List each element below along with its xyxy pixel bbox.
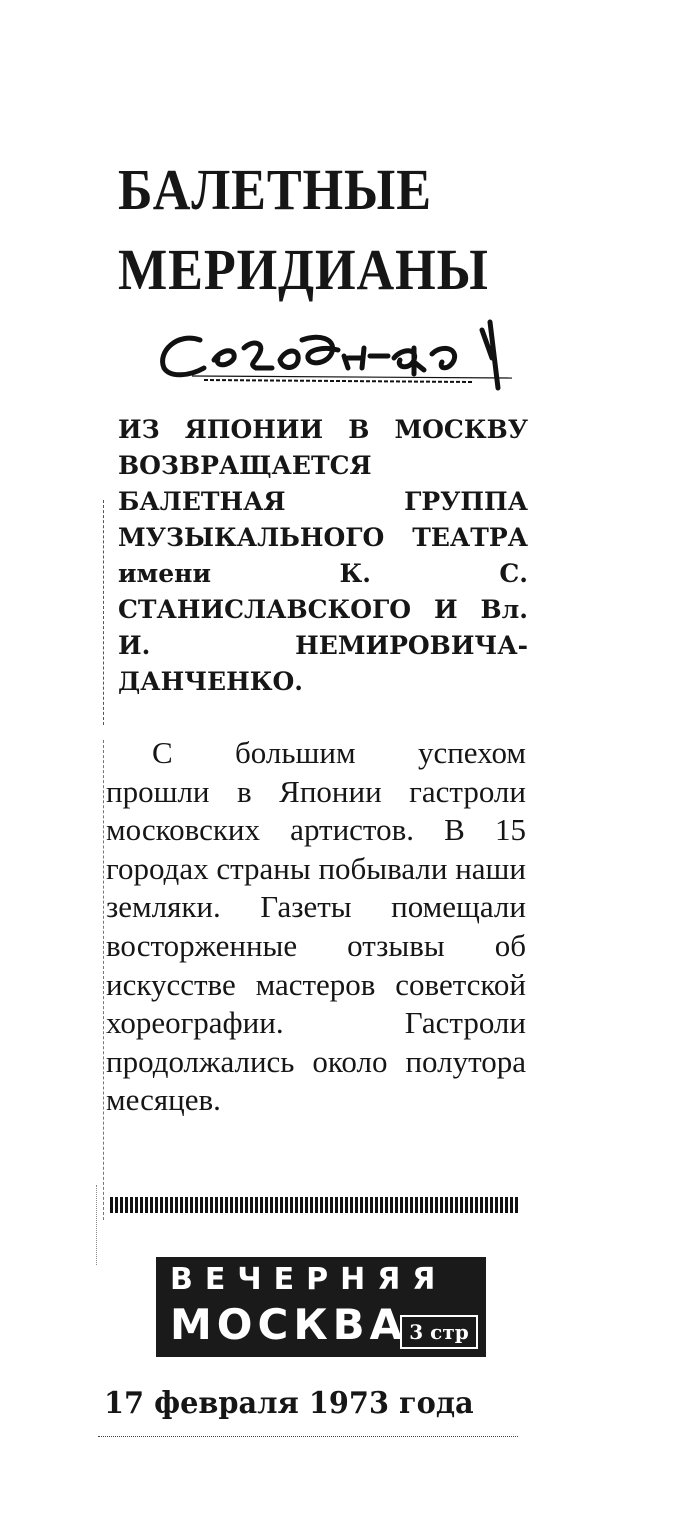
bar-divider <box>110 1197 518 1213</box>
publication-date: 17 февраля 1973 года <box>104 1386 474 1421</box>
masthead-line-1: ВЕЧЕРНЯЯ <box>170 1262 448 1297</box>
date-underline <box>98 1436 518 1437</box>
headline-line-1: БАЛЕТНЫЕ <box>118 157 432 222</box>
script-rubric-logo-icon <box>152 318 532 393</box>
headline <box>118 150 496 310</box>
masthead-page-badge: 3 стр <box>400 1315 478 1349</box>
body-paragraph: С большим успехом прошли в Японии гастроли московских артистов. В 15 городах страны побывали наши земляки. Газеты помещали восторженные отзывы об искусстве мастеров советской хореографии. Гастроли продолжались около полутора месяцев. <box>106 735 527 1118</box>
lead-column-rule <box>103 500 104 725</box>
margin-dots <box>96 1185 97 1265</box>
newspaper-masthead-logo <box>156 1257 486 1357</box>
body-column-rule <box>103 740 104 1220</box>
lead-paragraph: ИЗ ЯПОНИИ В МОСКВУ ВОЗВРАЩАЕТСЯ БАЛЕТНАЯ ГРУППА МУЗЫКАЛЬНОГО ТЕАТРА имени К. С. СТАНИСЛАВСКОГО И Вл. И. НЕМИРОВИЧА-ДАНЧЕНКО. <box>118 415 528 696</box>
headline-line-2: МЕРИДИАНЫ <box>118 237 489 302</box>
masthead-line-2: МОСКВА <box>170 1300 408 1349</box>
